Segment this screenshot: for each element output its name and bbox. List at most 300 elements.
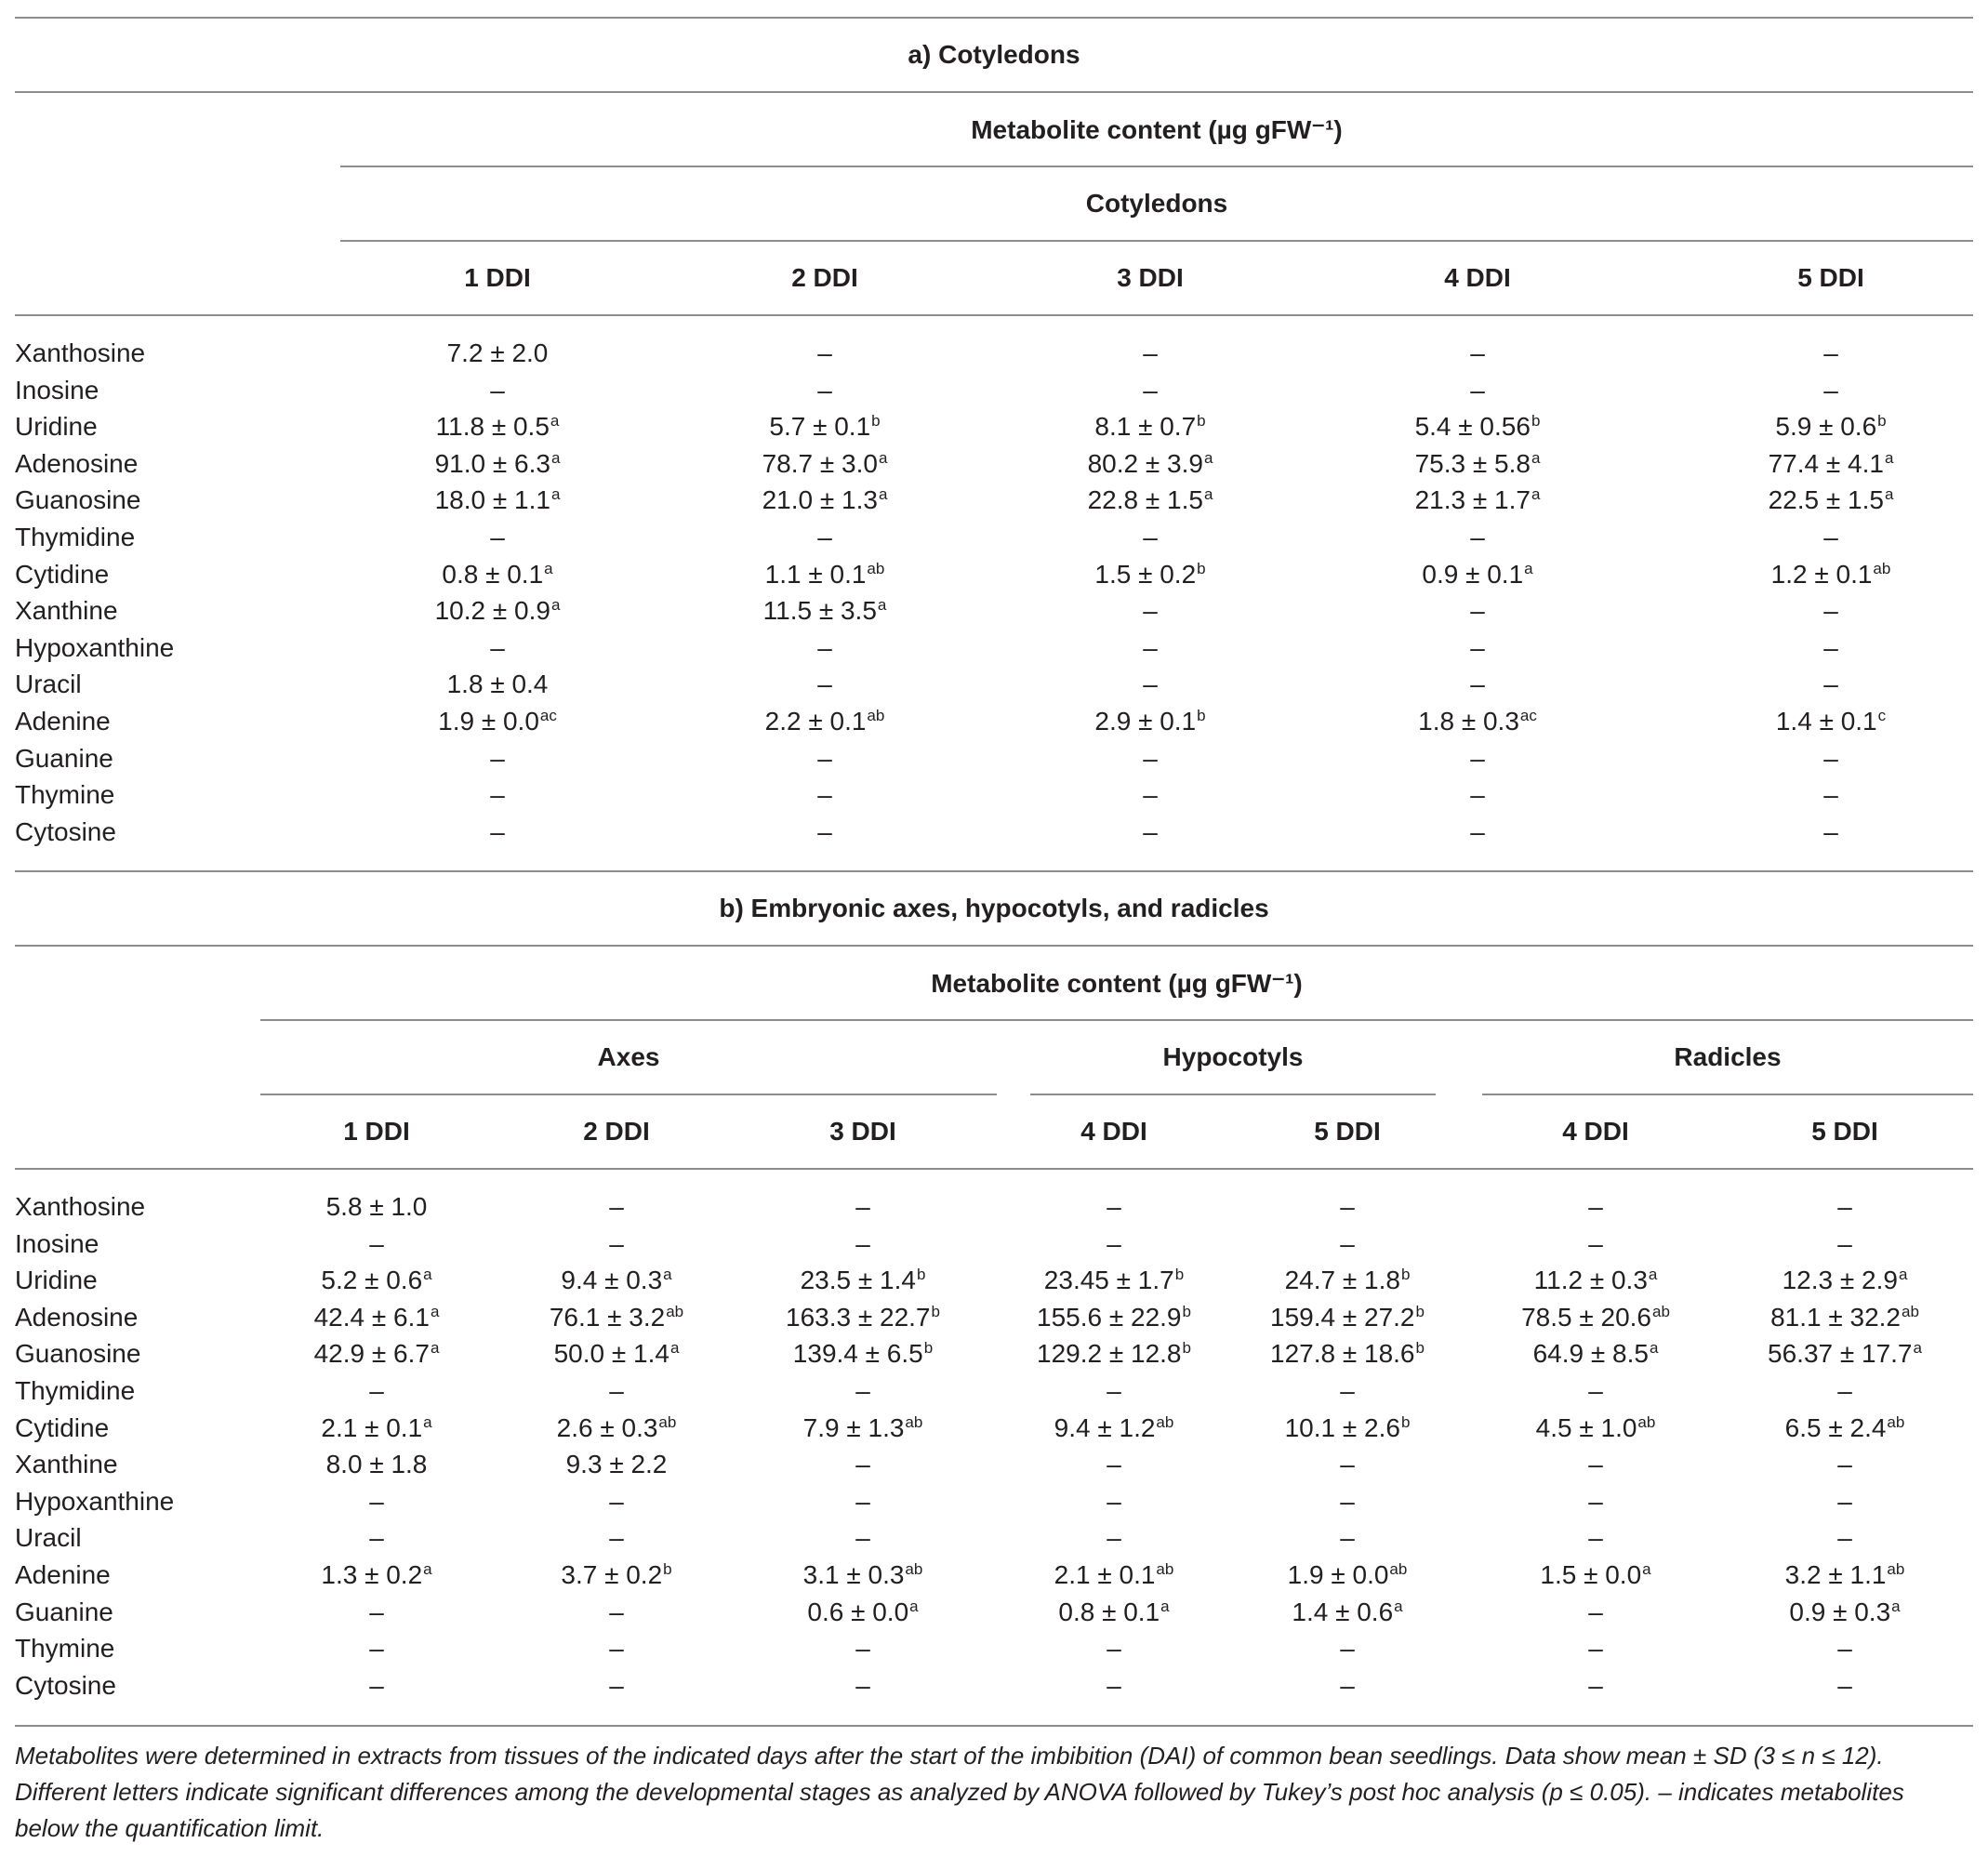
cell-value: – xyxy=(1823,338,1838,367)
table-cell xyxy=(1011,707,1290,736)
table-cell xyxy=(1456,1266,1735,1295)
row-label: Cytosine xyxy=(15,1670,116,1700)
cell-value: – xyxy=(1837,1376,1852,1405)
table-cell xyxy=(1338,596,1617,626)
section-a-metabolite-rule xyxy=(340,166,1973,167)
cell-value: 10.2 ± 0.9 xyxy=(434,596,550,626)
group-rule-radicles xyxy=(1482,1094,1973,1095)
cell-value: 7.9 ± 1.3 xyxy=(802,1412,905,1442)
table-cell xyxy=(1705,1339,1984,1369)
table-cell xyxy=(358,376,637,405)
table-row xyxy=(15,780,1973,817)
table-cell xyxy=(358,669,637,699)
significance-letter: a xyxy=(550,412,560,431)
cell-value: – xyxy=(817,632,832,662)
cell-value: 9.4 ± 0.3 xyxy=(561,1266,663,1295)
table-cell xyxy=(1705,1413,1984,1443)
table-cell xyxy=(685,376,964,405)
cell-value: 0.9 ± 0.1 xyxy=(1422,559,1524,589)
cell-value: 5.7 ± 0.1 xyxy=(769,412,871,442)
cell-value: – xyxy=(1823,632,1838,662)
row-label: Cytosine xyxy=(15,816,116,846)
table-cell xyxy=(1691,412,1970,442)
cell-value: 76.1 ± 3.2 xyxy=(549,1302,666,1332)
cell-value: – xyxy=(1588,1634,1603,1664)
table-cell xyxy=(477,1487,756,1517)
cell-value: 42.4 ± 6.1 xyxy=(313,1302,430,1332)
table-row xyxy=(15,376,1973,413)
cell-value: – xyxy=(369,1670,384,1700)
cell-value: – xyxy=(1143,816,1158,846)
cell-value: – xyxy=(490,743,505,773)
cell-value: – xyxy=(1143,669,1158,699)
table-cell xyxy=(1208,1597,1487,1627)
cell-value: – xyxy=(855,1670,870,1700)
table-cell xyxy=(358,485,637,515)
cell-value: – xyxy=(1143,632,1158,662)
cell-value: 1.9 ± 0.0 xyxy=(438,707,539,736)
table-cell xyxy=(1208,1450,1487,1479)
cell-value: 64.9 ± 8.5 xyxy=(1532,1339,1649,1369)
table-cell xyxy=(685,449,964,479)
cell-value: – xyxy=(609,1376,624,1405)
row-label: Uridine xyxy=(15,1266,98,1295)
table-cell xyxy=(1208,1192,1487,1222)
significance-letter: b xyxy=(931,1302,940,1320)
table-cell xyxy=(723,1450,1002,1479)
table-row xyxy=(15,1597,1973,1635)
cell-value: – xyxy=(1143,596,1158,626)
cell-value: – xyxy=(1823,669,1838,699)
table-cell xyxy=(237,1560,516,1590)
cell-value: 6.5 ± 2.4 xyxy=(1784,1412,1887,1442)
table-cell xyxy=(237,1339,516,1369)
cell-value: 5.8 ± 1.0 xyxy=(325,1192,428,1221)
table-cell xyxy=(723,1597,1002,1627)
cell-value: – xyxy=(490,632,505,662)
table-cell xyxy=(237,1487,516,1517)
group-rule-hypocotyls xyxy=(1030,1094,1436,1095)
group-header-hypocotyls: Hypocotyls xyxy=(1162,1042,1304,1071)
table-cell xyxy=(237,1229,516,1259)
row-label: Guanine xyxy=(15,1597,113,1626)
significance-letter: ac xyxy=(1519,707,1537,724)
section-b-col-header: 5 DDI xyxy=(1811,1117,1878,1146)
cell-value: – xyxy=(609,1634,624,1664)
cell-value: – xyxy=(490,816,505,846)
significance-letter: a xyxy=(909,1597,919,1615)
cell-value: 11.8 ± 0.5 xyxy=(435,412,550,442)
significance-letter: ab xyxy=(1887,1412,1905,1431)
row-label: Hypoxanthine xyxy=(15,632,175,662)
table-cell xyxy=(1691,485,1970,515)
significance-letter: b xyxy=(1174,1266,1185,1284)
cell-value: – xyxy=(1837,1486,1852,1516)
section-a-col-header: 5 DDI xyxy=(1797,263,1864,292)
significance-letter: a xyxy=(1531,448,1541,467)
cell-value: – xyxy=(1107,1450,1121,1479)
cell-value: 1.8 ± 0.4 xyxy=(446,669,549,699)
significance-letter: a xyxy=(550,448,561,467)
cell-value: – xyxy=(369,1634,384,1664)
table-cell xyxy=(1338,560,1617,590)
table-cell xyxy=(723,1413,1002,1443)
table-cell xyxy=(477,1229,756,1259)
section-a-col-header: 2 DDI xyxy=(791,263,858,292)
cell-value: 18.0 ± 1.1 xyxy=(434,485,550,515)
table-cell xyxy=(723,1266,1002,1295)
cell-value: 7.2 ± 2.0 xyxy=(446,338,549,367)
cell-value: 24.7 ± 1.8 xyxy=(1284,1266,1400,1295)
table-cell xyxy=(1691,817,1970,847)
group-header-axes: Axes xyxy=(597,1042,660,1071)
table-cell xyxy=(1011,485,1290,515)
cell-value: – xyxy=(1107,1192,1121,1221)
cell-value: – xyxy=(855,1450,870,1479)
table-cell xyxy=(1705,1560,1984,1590)
table-cell xyxy=(723,1560,1002,1590)
significance-letter: ab xyxy=(1156,1412,1174,1431)
cell-value: 2.1 ± 0.1 xyxy=(1054,1560,1156,1589)
table-row xyxy=(15,560,1973,597)
cell-value: – xyxy=(1588,1670,1603,1700)
table-cell xyxy=(1456,1450,1735,1479)
table-cell xyxy=(1011,449,1290,479)
section-a-col-header: 1 DDI xyxy=(464,263,531,292)
cell-value: – xyxy=(855,1192,870,1221)
significance-letter: a xyxy=(1160,1597,1170,1615)
table-row xyxy=(15,817,1973,855)
cell-value: 163.3 ± 22.7 xyxy=(786,1302,931,1332)
cell-value: – xyxy=(609,1670,624,1700)
table-cell xyxy=(685,669,964,699)
cell-value: – xyxy=(1340,1376,1355,1405)
table-cell xyxy=(1705,1192,1984,1222)
cell-value: 2.2 ± 0.1 xyxy=(764,707,867,736)
cell-value: 1.1 ± 0.1 xyxy=(764,559,867,589)
row-label: Uracil xyxy=(15,669,82,699)
table-cell xyxy=(1338,338,1617,368)
significance-letter: c xyxy=(1877,707,1887,724)
cell-value: – xyxy=(1588,1228,1603,1258)
significance-letter: ab xyxy=(1887,1560,1905,1578)
table-cell xyxy=(1691,633,1970,663)
cell-value: – xyxy=(1588,1450,1603,1479)
cell-value: 10.1 ± 2.6 xyxy=(1284,1412,1400,1442)
table-cell xyxy=(358,338,637,368)
cell-value: 91.0 ± 6.3 xyxy=(434,448,550,478)
table-cell xyxy=(237,1523,516,1553)
cell-value: 56.37 ± 17.7 xyxy=(1768,1339,1913,1369)
significance-letter: a xyxy=(878,485,888,504)
cell-value: – xyxy=(817,338,832,367)
cell-value: 21.0 ± 1.3 xyxy=(762,485,878,515)
cell-value: – xyxy=(1340,1634,1355,1664)
significance-letter: a xyxy=(1891,1597,1901,1615)
cell-value: – xyxy=(1837,1523,1852,1553)
table-cell xyxy=(237,1634,516,1664)
cell-value: 9.3 ± 2.2 xyxy=(565,1450,668,1479)
table-cell xyxy=(1705,1634,1984,1664)
table-cell xyxy=(685,338,964,368)
cell-value: 75.3 ± 5.8 xyxy=(1414,448,1531,478)
table-cell xyxy=(237,1671,516,1701)
cell-value: – xyxy=(1588,1192,1603,1221)
table-cell xyxy=(1011,744,1290,774)
table-cell xyxy=(685,560,964,590)
table-cell xyxy=(685,523,964,552)
table-top-rule xyxy=(15,17,1973,19)
table-row xyxy=(15,1266,1973,1303)
significance-letter: b xyxy=(1531,412,1541,431)
table-cell xyxy=(1338,412,1617,442)
table-cell xyxy=(1456,1634,1735,1664)
cell-value: 1.4 ± 0.1 xyxy=(1775,707,1877,736)
table-cell xyxy=(1691,596,1970,626)
cell-value: – xyxy=(1837,1192,1852,1221)
table-row xyxy=(15,485,1973,523)
cell-value: – xyxy=(1143,523,1158,551)
row-label: Uridine xyxy=(15,412,98,442)
table-row xyxy=(15,523,1973,560)
section-b-col-header: 5 DDI xyxy=(1314,1117,1381,1146)
section-a-tissue-header: Cotyledons xyxy=(1085,189,1228,218)
significance-letter: b xyxy=(1415,1302,1425,1320)
significance-letter: a xyxy=(1524,559,1533,577)
table-cell xyxy=(1338,376,1617,405)
table-row xyxy=(15,707,1973,744)
cell-value: – xyxy=(369,1228,384,1258)
row-label: Inosine xyxy=(15,375,99,404)
cell-value: – xyxy=(1588,1376,1603,1405)
significance-letter: a xyxy=(1648,1266,1658,1284)
significance-letter: a xyxy=(877,596,887,615)
cell-value: 139.4 ± 6.5 xyxy=(792,1339,923,1369)
table-row xyxy=(15,1560,1973,1597)
significance-letter: ab xyxy=(867,559,885,577)
cell-value: 0.8 ± 0.1 xyxy=(1058,1597,1160,1626)
table-cell xyxy=(1456,1487,1735,1517)
table-cell xyxy=(1208,1266,1487,1295)
significance-letter: ab xyxy=(666,1302,684,1320)
cell-value: 78.5 ± 20.6 xyxy=(1521,1302,1651,1332)
table-cell xyxy=(685,817,964,847)
cell-value: – xyxy=(1470,338,1485,367)
significance-letter: a xyxy=(663,1266,672,1284)
row-label: Hypoxanthine xyxy=(15,1486,175,1516)
cell-value: – xyxy=(855,1228,870,1258)
cell-value: 23.5 ± 1.4 xyxy=(800,1266,916,1295)
table-row xyxy=(15,1671,1973,1708)
significance-letter: a xyxy=(1203,485,1213,504)
significance-letter: b xyxy=(1877,412,1887,431)
group-header-radicles: Radicles xyxy=(1674,1042,1782,1071)
cell-value: – xyxy=(1143,743,1158,773)
cell-value: 5.4 ± 0.56 xyxy=(1414,412,1531,442)
row-label: Uracil xyxy=(15,1523,82,1553)
cell-value: – xyxy=(1470,375,1485,404)
table-cell xyxy=(685,780,964,810)
section-a-bottom-rule xyxy=(15,870,1973,872)
table-cell xyxy=(358,633,637,663)
table-cell xyxy=(358,412,637,442)
cell-value: – xyxy=(490,780,505,810)
table-cell xyxy=(723,1671,1002,1701)
significance-letter: a xyxy=(423,1560,432,1578)
significance-letter: ab xyxy=(1902,1302,1919,1320)
significance-letter: b xyxy=(1197,559,1206,577)
table-cell xyxy=(1705,1487,1984,1517)
cell-value: – xyxy=(1588,1523,1603,1553)
table-cell xyxy=(1011,376,1290,405)
significance-letter: b xyxy=(1182,1302,1191,1320)
table-cell xyxy=(1011,633,1290,663)
significance-letter: a xyxy=(550,485,561,504)
table-cell xyxy=(358,596,637,626)
cell-value: – xyxy=(1470,780,1485,810)
table-cell xyxy=(237,1192,516,1222)
table-row xyxy=(15,1303,1973,1340)
table-cell xyxy=(723,1303,1002,1332)
table-cell xyxy=(1691,669,1970,699)
group-rule-axes xyxy=(260,1094,997,1095)
cell-value: 11.5 ± 3.5 xyxy=(762,596,877,626)
cell-value: 23.45 ± 1.7 xyxy=(1043,1266,1174,1295)
table-cell xyxy=(477,1671,756,1701)
row-label: Guanosine xyxy=(15,1339,141,1369)
table-cell xyxy=(1456,1597,1735,1627)
row-label: Adenine xyxy=(15,707,111,736)
row-label: Guanosine xyxy=(15,485,141,515)
cell-value: – xyxy=(1823,780,1838,810)
cell-value: – xyxy=(1837,1228,1852,1258)
section-a-header-rule xyxy=(15,314,1973,316)
table-cell xyxy=(1691,449,1970,479)
table-cell xyxy=(1338,707,1617,736)
cell-value: – xyxy=(817,669,832,699)
table-cell xyxy=(477,1450,756,1479)
section-b-title: b) Embryonic axes, hypocotyls, and radicles xyxy=(719,894,1269,922)
significance-letter: a xyxy=(430,1339,440,1358)
table-row xyxy=(15,1634,1973,1671)
row-label: Adenine xyxy=(15,1560,111,1589)
cell-value: – xyxy=(1823,596,1838,626)
cell-value: 9.4 ± 1.2 xyxy=(1054,1412,1156,1442)
significance-letter: b xyxy=(916,1266,926,1284)
table-cell xyxy=(723,1229,1002,1259)
cell-value: – xyxy=(1823,743,1838,773)
section-b-metabolite-rule xyxy=(260,1019,1973,1021)
cell-value: – xyxy=(490,375,505,404)
cell-value: 1.5 ± 0.0 xyxy=(1540,1560,1642,1589)
cell-value: – xyxy=(817,523,832,551)
cell-value: – xyxy=(1837,1450,1852,1479)
cell-value: – xyxy=(1470,632,1485,662)
cell-value: 11.2 ± 0.3 xyxy=(1533,1266,1648,1295)
table-cell xyxy=(1208,1671,1487,1701)
cell-value: 1.9 ± 0.0 xyxy=(1287,1560,1389,1589)
table-cell xyxy=(1456,1560,1735,1590)
cell-value: – xyxy=(817,375,832,404)
significance-letter: a xyxy=(423,1266,432,1284)
significance-letter: a xyxy=(430,1302,440,1320)
significance-letter: a xyxy=(1913,1339,1922,1358)
table-row xyxy=(15,596,1973,633)
significance-letter: a xyxy=(1898,1266,1908,1284)
cell-value: 8.0 ± 1.8 xyxy=(325,1450,428,1479)
cell-value: 1.8 ± 0.3 xyxy=(1418,707,1519,736)
cell-value: – xyxy=(1823,375,1838,404)
section-b-col-header: 2 DDI xyxy=(583,1117,650,1146)
table-row xyxy=(15,1339,1973,1376)
cell-value: 1.2 ± 0.1 xyxy=(1770,559,1873,589)
table-cell xyxy=(723,1634,1002,1664)
cell-value: 3.7 ± 0.2 xyxy=(561,1560,663,1589)
cell-value: – xyxy=(817,743,832,773)
significance-letter: ac xyxy=(539,707,557,724)
table-cell xyxy=(1456,1229,1735,1259)
cell-value: – xyxy=(1340,1450,1355,1479)
section-b-header-rule xyxy=(15,1168,1973,1170)
table-cell xyxy=(1456,1303,1735,1332)
cell-value: – xyxy=(1107,1376,1121,1405)
table-cell xyxy=(1208,1634,1487,1664)
table-cell xyxy=(237,1303,516,1332)
significance-letter: a xyxy=(1642,1560,1651,1578)
cell-value: – xyxy=(369,1523,384,1553)
cell-value: 0.8 ± 0.1 xyxy=(442,559,544,589)
cell-value: – xyxy=(1823,523,1838,551)
table-cell xyxy=(1456,1339,1735,1369)
table-cell xyxy=(1705,1597,1984,1627)
significance-letter: a xyxy=(1531,485,1541,504)
table-cell xyxy=(1691,560,1970,590)
cell-value: 78.7 ± 3.0 xyxy=(762,448,878,478)
row-label: Cytidine xyxy=(15,1412,110,1442)
cell-value: 0.9 ± 0.3 xyxy=(1789,1597,1891,1626)
table-cell xyxy=(1011,560,1290,590)
significance-letter: ab xyxy=(658,1412,677,1431)
cell-value: – xyxy=(1107,1634,1121,1664)
cell-value: – xyxy=(1470,669,1485,699)
cell-value: 159.4 ± 27.2 xyxy=(1270,1302,1415,1332)
table-cell xyxy=(723,1192,1002,1222)
table-cell xyxy=(477,1376,756,1406)
table-cell xyxy=(1011,780,1290,810)
row-label: Xanthosine xyxy=(15,1192,146,1221)
table-cell xyxy=(1456,1523,1735,1553)
table-row xyxy=(15,412,1973,449)
cell-value: – xyxy=(1107,1228,1121,1258)
table-cell xyxy=(1691,707,1970,736)
cell-value: – xyxy=(1588,1597,1603,1626)
table-cell xyxy=(685,744,964,774)
table-cell xyxy=(723,1339,1002,1369)
table-cell xyxy=(1338,485,1617,515)
cell-value: 50.0 ± 1.4 xyxy=(553,1339,669,1369)
table-cell xyxy=(1705,1671,1984,1701)
cell-value: – xyxy=(1143,375,1158,404)
significance-letter: ab xyxy=(1156,1560,1174,1578)
cell-value: 12.3 ± 2.9 xyxy=(1782,1266,1898,1295)
table-cell xyxy=(1456,1671,1735,1701)
cell-value: – xyxy=(1588,1486,1603,1516)
table-cell xyxy=(1691,376,1970,405)
table-cell xyxy=(723,1376,1002,1406)
table-cell xyxy=(1338,449,1617,479)
row-label: Xanthine xyxy=(15,1450,118,1479)
cell-value: 77.4 ± 4.1 xyxy=(1768,448,1884,478)
